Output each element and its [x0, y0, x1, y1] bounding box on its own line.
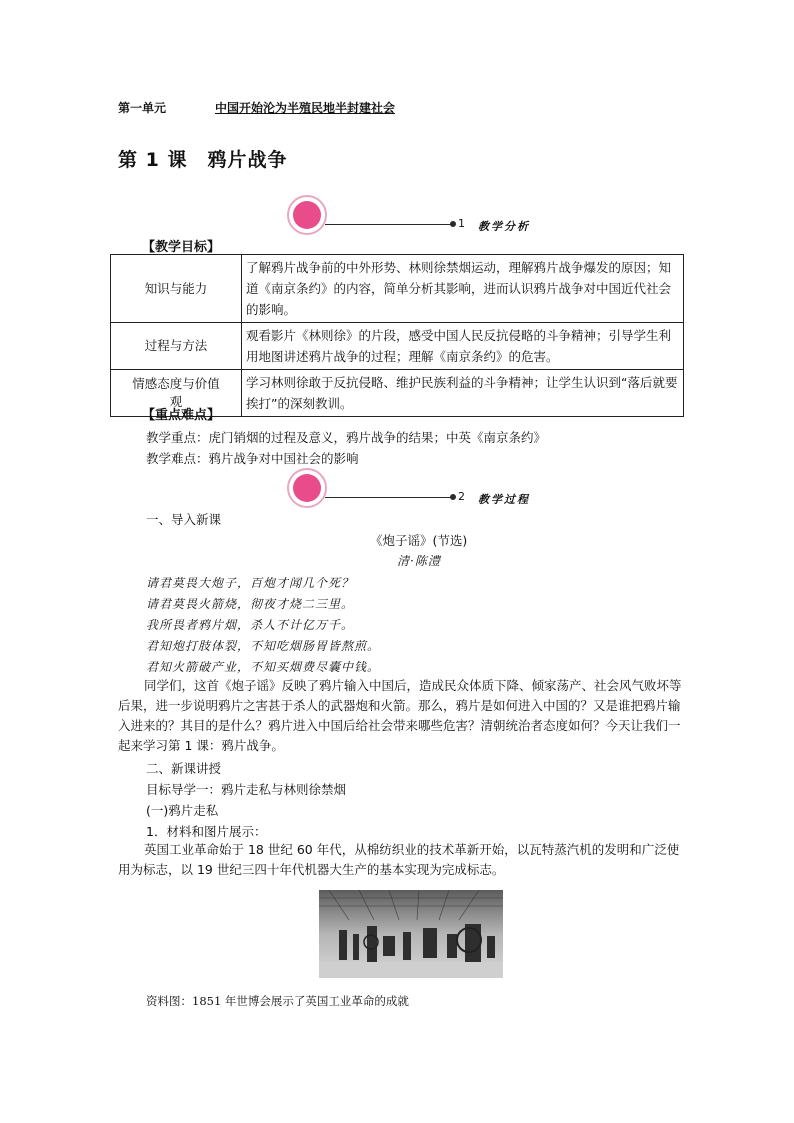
lesson-title: 第 1 课 鸦片战争 [118, 149, 288, 171]
key-points-heading: 【重点难点】 [142, 408, 221, 423]
goals-heading: 【教学目标】 [142, 240, 221, 255]
section-divider [325, 497, 453, 498]
pink-circle-icon [287, 468, 327, 508]
table-cell-text: 观看影片《林则徐》的片段，感受中国人民反抗侵略的斗争精神；引导学生利用地图讲述鸦片战争的过程；理解《南京条约》的危害。 [242, 323, 684, 370]
difficult-point-text: 教学难点：鸦片战争对中国社会的影响 [146, 451, 359, 466]
part-heading-new: 二、新课讲授 [146, 761, 222, 776]
table-cell-head: 情感态度与价值观 [111, 370, 242, 417]
pink-circle-icon [287, 195, 327, 235]
table-cell-text: 学习林则徐敢于反抗侵略、维护民族利益的斗争精神；让学生认识到“落后就要挨打”的深刻教训。 [242, 370, 684, 417]
section-label: 教学分析 [478, 220, 530, 233]
item-heading: 1．材料和图片展示： [146, 824, 267, 839]
poem-title: 《炮子谣》(节选) [370, 533, 468, 548]
table-row [111, 323, 684, 370]
intro-paragraph: 同学们，这首《炮子谣》反映了鸦片输入中国后，造成民众体质下降、倾家荡产、社会风气败坏等后果，进一步说明鸦片之害甚于杀人的武器炮和火箭。那么，鸦片是如何进入中国的？又是谁把鸦片输入进来的？其目的是什么？鸦片进入中国后给社会带来哪些危害？清朝统治者态度如何？今天让我们一起来学习第 1 课：鸦片战争。 [118, 678, 682, 753]
poem-line: 君知火箭破产业，不知买烟费尽囊中钱。 [146, 660, 381, 674]
section-divider [325, 224, 453, 225]
table-cell-head: 过程与方法 [111, 323, 242, 370]
goals-table [110, 254, 684, 417]
key-point-text: 教学重点：虎门销烟的过程及意义，鸦片战争的结果；中英《南京条约》 [146, 430, 547, 445]
target-heading: 目标导学一：鸦片走私与林则徐禁烟 [146, 782, 347, 797]
poem-line: 君知炮打肢体裂，不知吃烟肠胃皆熬煎。 [146, 639, 381, 653]
section-number: 2 [458, 490, 465, 503]
unit-theme: 中国开始沦为半殖民地半封建社会 [215, 101, 396, 115]
table-cell-head: 知识与能力 [111, 255, 242, 323]
poem-line: 请君莫畏大炮子，百炮才闻几个死？ [146, 576, 355, 590]
poem-line: 我所畏者鸦片烟，杀人不计亿万千。 [146, 618, 355, 632]
divider-dot-icon [450, 221, 456, 227]
table-row [111, 255, 684, 323]
unit-label: 第一单元 [118, 101, 167, 115]
table-cell-text: 了解鸦片战争前的中外形势、林则徐禁烟运动，理解鸦片战争爆发的原因；知道《南京条约》的内容，简单分析其影响，进而认识鸦片战争对中国近代社会的影响。 [242, 255, 684, 323]
material-paragraph: 英国工业革命始于 18 世纪 60 年代，从棉纺织业的技术革新开始，以瓦特蒸汽机的发明和广泛使用为标志，以 19 世纪三四十年代机器大生产的基本实现为完成标志。 [118, 842, 680, 877]
photo-caption: 资料图：1851 年世博会展示了英国工业革命的成就 [146, 994, 409, 1008]
exhibition-photo [319, 890, 503, 978]
divider-dot-icon [450, 494, 456, 500]
poem-line: 请君莫畏火箭烧，彻夜才烧二三里。 [146, 597, 355, 611]
sub-heading: (一)鸦片走私 [146, 803, 219, 818]
part-heading-intro: 一、导入新课 [146, 512, 222, 527]
poem-author: 清·陈澧 [397, 554, 441, 568]
section-label: 教学过程 [478, 493, 530, 506]
exhibition-hall-image [319, 890, 503, 978]
section-number: 1 [458, 217, 465, 230]
